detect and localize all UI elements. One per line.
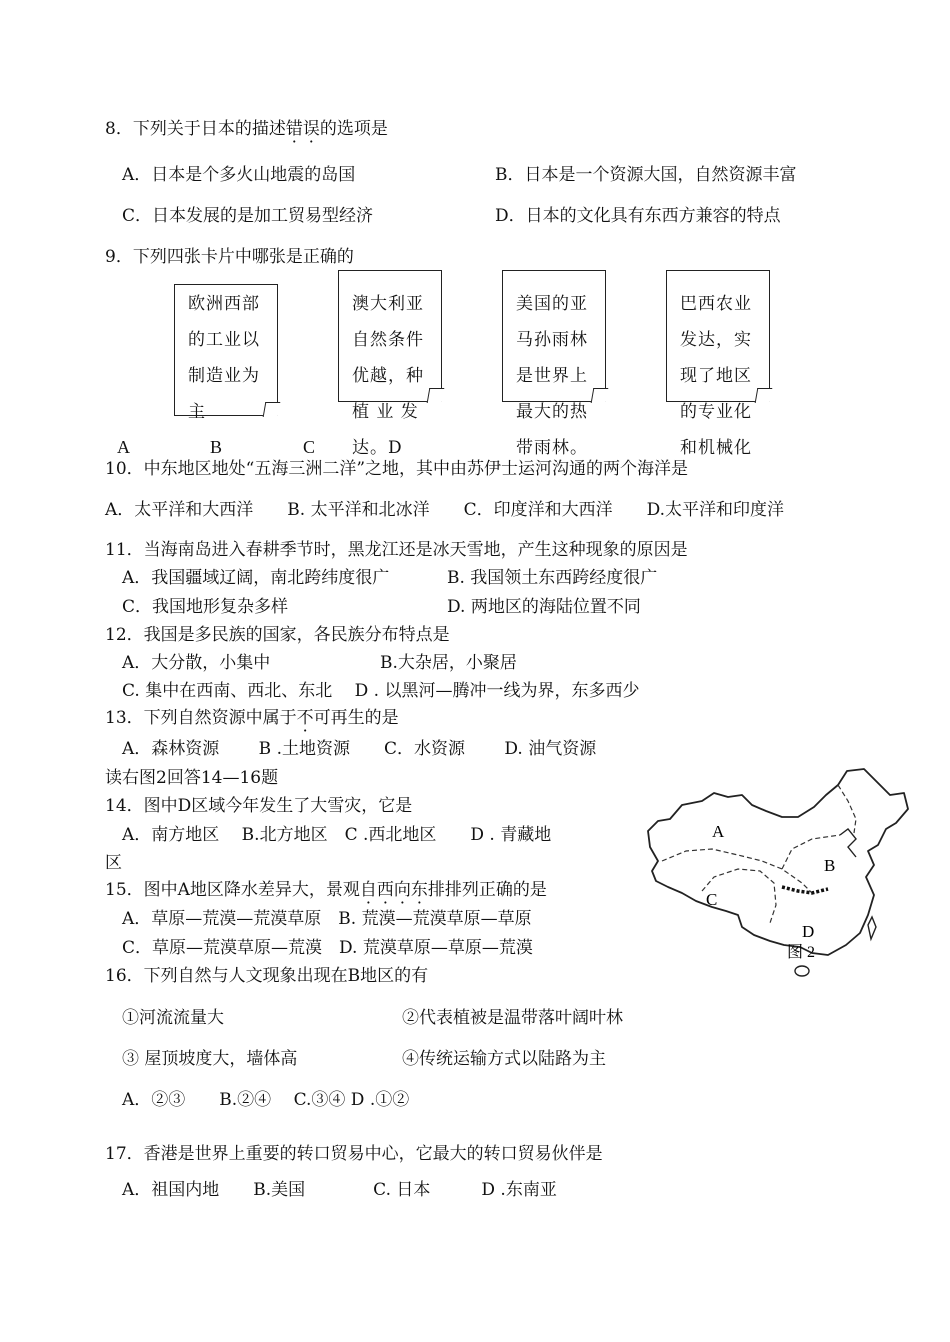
q10-stem: 10．中东地区地处“五海三洲二洋”之地，其中由苏伊士运河沟通的两个海洋是 [105, 459, 689, 479]
map-label-a: A [712, 822, 725, 841]
q13-stem: 13．下列自然资源中属于不可再生的是 [105, 708, 399, 728]
map-caption: 图 2 [787, 944, 816, 961]
q14-options: A．南方地区 B.北方地区 C .西北地区 D . 青藏地 [122, 825, 552, 845]
q11-option-c: C．我国地形复杂多样 [122, 597, 289, 617]
emphasis-char: 向 [393, 880, 411, 900]
emphasis-char: 错 [285, 119, 303, 139]
q17-options: A．祖国内地 B.美国 C. 日本 D .东南亚 [122, 1180, 557, 1200]
q12-option-b: B.大杂居，小聚居 [380, 653, 517, 673]
card-a-text: 欧洲西部 的工业以 制造业为 主 [188, 294, 260, 422]
figure-intro: 读右图2回答14—16题 [105, 768, 279, 788]
china-map [642, 765, 912, 980]
q8-option-c: C．日本发展的是加工贸易型经济 [122, 206, 374, 226]
q11-option-b: B. 我国领土东西跨经度很广 [447, 568, 658, 588]
q12-option-cd: C. 集中在西南、西北、东北 D . 以黑河—腾冲一线为界，东多西少 [122, 681, 640, 701]
map-label-d: D [802, 922, 815, 941]
q15-options-ab: A．草原—荒漠—荒漠草原 B. 荒漠—荒漠草原—草原 [122, 909, 532, 929]
q11-option-a: A．我国疆域辽阔，南北跨纬度很广 [122, 568, 390, 588]
q9-stem: 9．下列四张卡片中哪张是正确的 [105, 247, 354, 267]
q14-wrap: 区 [105, 853, 122, 873]
q16-options: A．②③ B.②④ C.③④ D .①② [122, 1090, 410, 1110]
q12-option-a: A．大分散，小集中 [122, 653, 271, 673]
card-b-text: 澳大利亚 自然条件 优越，种 植 业 发 达。D [352, 294, 424, 458]
q16-item-1: ①河流流量大 [122, 1008, 224, 1028]
q16-item-2: ②代表植被是温带落叶阔叶林 [402, 1008, 623, 1028]
region-boundary-ns [662, 849, 812, 893]
emphasis-char: 西 [376, 880, 394, 900]
card-label-c: C [303, 437, 316, 457]
map-label-b: B [824, 856, 836, 875]
card-label-b: B [210, 437, 223, 457]
q14-stem: 14．图中D区域今年发生了大雪灾，它是 [105, 796, 413, 816]
emphasis-char: 误 [302, 119, 320, 139]
emphasis-char: 自 [359, 880, 377, 900]
q8-option-d: D．日本的文化具有东西方兼容的特点 [495, 206, 781, 226]
bohai-coast [840, 829, 856, 857]
emphasis-char: 不 [296, 708, 314, 728]
q8-option-a: A．日本是个多火山地震的岛国 [122, 165, 356, 185]
q11-option-d: D. 两地区的海陆位置不同 [447, 597, 641, 617]
card-d-text: 巴西农业 发达，实 现了地区 的专业化 和机械化 [680, 294, 752, 458]
qinling-line [782, 887, 828, 893]
q16-stem: 16．下列自然与人文现象出现在B地区的有 [105, 966, 429, 986]
q16-item-3: ③ 屋顶坡度大，墙体高 [122, 1049, 298, 1069]
q16-item-4: ④传统运输方式以陆路为主 [402, 1049, 606, 1069]
q13-options: A．森林资源 B .土地资源 C．水资源 D. 油气资源 [122, 739, 597, 759]
card-c-text: 美国的亚 马孙雨林 是世界上 最大的热 带雨林。 [516, 294, 588, 458]
q11-stem: 11．当海南岛进入春耕季节时，黑龙江还是冰天雪地，产生这种现象的原因是 [105, 540, 688, 560]
q15-options-cd: C．草原—荒漠草原—荒漠 D. 荒漠草原—草原—荒漠 [122, 938, 533, 958]
region-boundary-ne [838, 785, 856, 833]
emphasis-char: 东 [410, 880, 428, 900]
q12-stem: 12．我国是多民族的国家，各民族分布特点是 [105, 625, 450, 645]
hainan-island [795, 966, 809, 976]
q10-options: A．太平洋和大西洋 B. 太平洋和北冰洋 C．印度洋和大西洋 D.太平洋和印度洋 [105, 500, 785, 520]
q15-stem: 15．图中A地区降水差异大，景观自西向东排排列正确的是 [105, 880, 547, 900]
q8-stem: 8．下列关于日本的描述错误的选项是 [105, 119, 388, 139]
map-label-c: C [706, 890, 718, 909]
card-label-a: A [117, 437, 130, 457]
taiwan-island [868, 917, 876, 939]
q17-stem: 17．香港是世界上重要的转口贸易中心，它最大的转口贸易伙伴是 [105, 1144, 603, 1164]
q8-option-b: B．日本是一个资源大国，自然资源丰富 [495, 165, 797, 185]
